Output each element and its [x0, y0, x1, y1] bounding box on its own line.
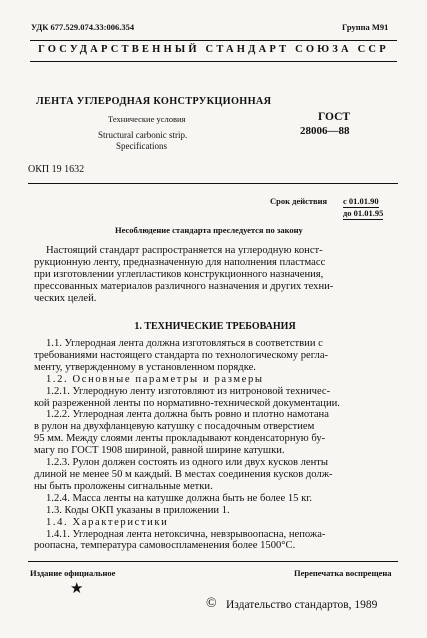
document-subtitle: Технические условия: [108, 114, 186, 124]
validity-label: Срок действия: [270, 196, 328, 206]
state-standard-banner: ГОСУДАРСТВЕННЫЙ СТАНДАРТ СОЮЗА ССР: [38, 44, 389, 55]
text-line: прессованных материалов различного назначения и других техни-: [34, 280, 334, 292]
english-subtitle: Specifications: [116, 141, 167, 151]
text-line: 1.2.1. Углеродную ленту изготовляют из нитроновой техничес-: [46, 385, 331, 397]
text-line: рукционную ленту, предназначенную для наполнения пластмасс: [34, 256, 326, 268]
section-heading: 1. ТЕХНИЧЕСКИЕ ТРЕБОВАНИЯ: [134, 321, 296, 332]
text-line: 1.2. Основные параметры и размеры: [46, 373, 264, 385]
footer-rule: [28, 561, 398, 562]
text-line: при изготовлении углепластиков конструкционного назначения,: [34, 268, 324, 280]
text-line: 1.3. Коды ОКП указаны в приложении 1.: [46, 504, 230, 516]
text-line: 1.2.3. Рулон должен состоять из одного или двух кусков ленты: [46, 457, 329, 469]
text-line: кой разреженной ленты по нормативно-технической документации.: [34, 397, 340, 409]
publisher-line: Издательство стандартов, 1989: [226, 599, 378, 611]
requirements-body: [34, 338, 396, 552]
text-line: Настоящий стандарт распространяется на углеродную конст-: [46, 245, 323, 256]
document-title: ЛЕНТА УГЛЕРОДНАЯ КОНСТРУКЦИОННАЯ: [36, 96, 272, 107]
validity-from: с 01.01.90: [343, 196, 379, 206]
text-line: 95 мм. Между слоями ленты прокладывают конденсаторную бу-: [34, 433, 326, 445]
reprint-prohibited-label: Перепечатка воспрещена: [294, 568, 392, 578]
group-code: Группа М91: [342, 22, 389, 32]
banner-rule: [30, 61, 397, 62]
legal-warning: Несоблюдение стандарта преследуется по закону: [115, 225, 303, 235]
english-title: Structural carbonic strip.: [98, 130, 188, 140]
text-line: длиной не менее 50 м каждый. В местах соединения кусков долж-: [34, 468, 333, 480]
text-line: 1.2.4. Масса ленты на катушке должна быть не более 15 кг.: [46, 492, 313, 504]
gost-number: 28006—88: [300, 125, 350, 137]
text-line: менту, утвержденному в установленном порядке.: [34, 361, 256, 373]
title-rule: [28, 183, 398, 184]
text-line: магу по ГОСТ 1908 шириной, равной ширине катушки.: [34, 445, 285, 457]
validity-to: до 01.01.95: [343, 208, 384, 218]
text-line: 1.2.2. Углеродная лента должна быть ровно и плотно намотана: [46, 409, 329, 421]
text-line: роопасна, температура самовоспламенения более 1500°С.: [34, 540, 296, 552]
intro-paragraph: [34, 245, 396, 305]
gost-label: ГОСТ: [318, 111, 351, 123]
official-edition-label: Издание официальное: [30, 568, 116, 578]
copyright-icon: ©: [206, 596, 217, 611]
text-line: 1.4. Характеристики: [46, 516, 169, 528]
text-line: 1.4.1. Углеродная лента нетоксична, невзрывоопасна, непожа-: [46, 528, 326, 540]
top-rule: [30, 40, 397, 41]
star-icon: ★: [70, 579, 84, 597]
text-line: требованиями настоящего стандарта по технологическому регла-: [34, 349, 329, 361]
udk-code: УДК 677.529.074.33:006.354: [31, 22, 135, 32]
text-line: 1.1. Углеродная лента должна изготовляться в соответствии с: [46, 338, 323, 349]
okp-code: ОКП 19 1632: [28, 164, 85, 175]
text-line: ческих целей.: [34, 292, 97, 304]
text-line: в рулон на двухфланцевую катушку с посадочным отверстием: [34, 421, 315, 433]
text-line: ны быть проложены сигнальные метки.: [34, 480, 213, 492]
